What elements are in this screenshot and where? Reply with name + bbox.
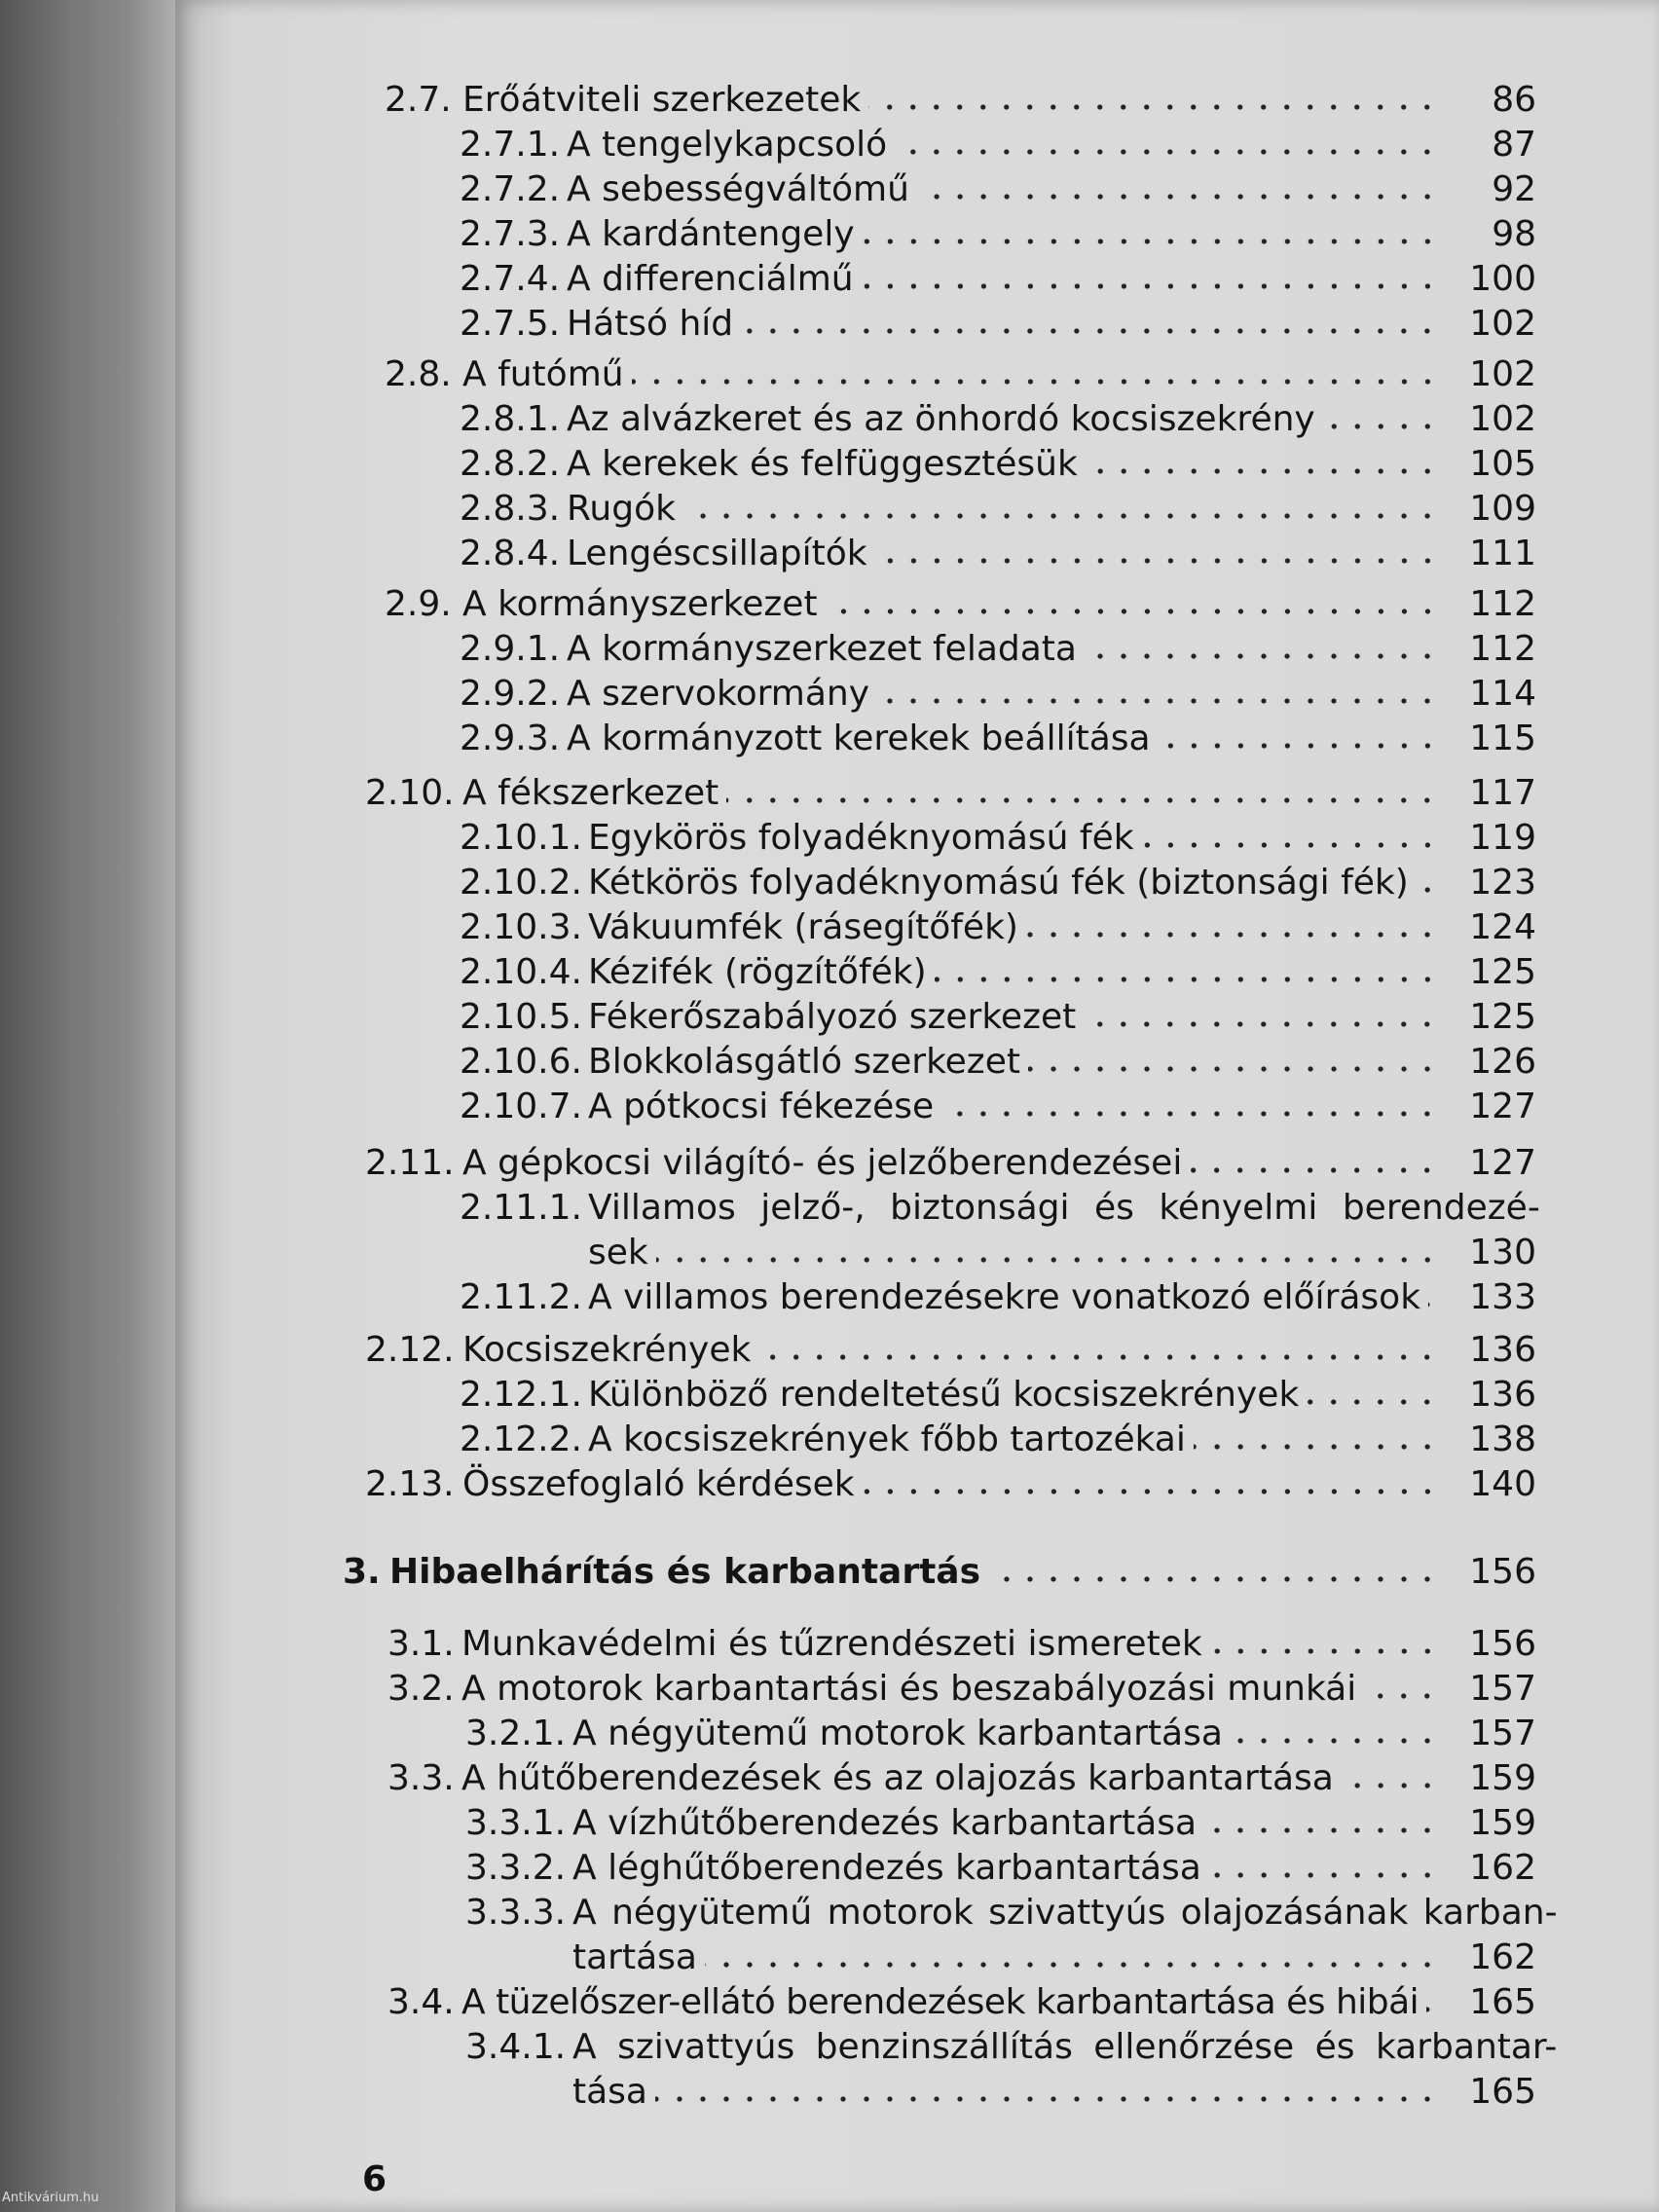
toc-title: A motorok karbantartási és beszabályozási munkái	[461, 1669, 1357, 1709]
toc-number: 3.1.	[387, 1624, 455, 1664]
toc-number: 2.10.5.	[460, 997, 582, 1037]
toc-title: Kézifék (rögzítőfék)	[588, 952, 927, 992]
toc-page: 159	[1469, 1758, 1536, 1798]
toc-number: 2.7.4.	[460, 259, 561, 299]
toc-entry	[387, 1622, 1536, 1667]
dot-leader	[1028, 1063, 1439, 1075]
dot-leader	[683, 510, 1439, 522]
toc-title: Hibaelhárítás és karbantartás	[389, 1552, 981, 1592]
toc-title: Munkavédelmi és tűzrendészeti ismeretek	[461, 1624, 1202, 1664]
dot-leader	[655, 2093, 1439, 2105]
toc-title: A kocsiszekrények főbb tartozékai	[588, 1419, 1186, 1459]
toc-title: A gépkocsi világító- és jelzőberendezései	[462, 1143, 1183, 1183]
toc-number: 2.11.	[365, 1143, 455, 1183]
toc-entry	[365, 771, 1536, 816]
toc-page: 140	[1469, 1464, 1536, 1504]
toc-page: 130	[1469, 1233, 1536, 1272]
toc-number: 2.8.	[385, 354, 452, 394]
toc-page: 117	[1469, 773, 1536, 813]
toc-page: 136	[1469, 1375, 1536, 1415]
toc-entry	[465, 1846, 1536, 1891]
toc-page: 115	[1469, 719, 1536, 758]
dot-leader	[726, 794, 1439, 806]
dot-leader	[988, 1573, 1439, 1585]
toc-entry	[387, 1756, 1536, 1801]
dot-leader	[705, 1959, 1439, 1971]
toc-title-continued: tása	[572, 2072, 647, 2112]
toc-number: 2.10.6.	[460, 1042, 582, 1082]
dot-leader	[877, 695, 1439, 707]
toc-number: 2.10.2.	[460, 863, 582, 903]
toc-page: 87	[1492, 125, 1536, 165]
toc-page: 92	[1492, 169, 1536, 209]
toc-entry	[460, 995, 1536, 1040]
toc-page: 165	[1469, 2072, 1536, 2112]
toc-entry	[460, 257, 1536, 302]
toc-number: 2.12.2.	[460, 1419, 582, 1459]
toc-number: 3.4.	[387, 1982, 455, 2022]
toc-number: 2.9.3.	[460, 719, 561, 758]
dot-leader	[1142, 839, 1439, 851]
toc-page: 157	[1469, 1714, 1536, 1753]
dot-leader	[1323, 421, 1439, 432]
toc-title: A négyütemű motorok karbantartása	[572, 1714, 1223, 1753]
toc-page: 127	[1469, 1087, 1536, 1126]
toc-title: A sebességváltómű	[567, 169, 909, 209]
toc-entry	[460, 442, 1536, 487]
toc-title: A szivattyús benzinszállítás ellenőrzése és karbantar-	[572, 2027, 1558, 2067]
dot-leader	[1085, 650, 1439, 662]
toc-number: 2.8.3.	[460, 489, 561, 529]
toc-number: 2.7.1.	[460, 125, 561, 165]
toc-title: Az alvázkeret és az önhordó kocsiszekrény	[567, 399, 1315, 439]
toc-number: 3.3.	[387, 1758, 455, 1798]
toc-title: A kormányszerkezet feladata	[567, 629, 1077, 669]
toc-entry-first-line	[460, 1186, 1540, 1231]
toc-entry	[460, 950, 1536, 995]
dot-leader	[1210, 1645, 1439, 1657]
toc-page: 119	[1469, 818, 1536, 858]
toc-number: 2.10.3.	[460, 907, 582, 947]
toc-entry	[387, 1667, 1536, 1712]
dot-leader	[1307, 1396, 1439, 1408]
toc-page: 157	[1469, 1669, 1536, 1709]
toc-entry	[460, 167, 1536, 212]
toc-number: 2.8.4.	[460, 534, 561, 573]
toc-number: 3.3.1.	[465, 1803, 567, 1843]
toc-page: 111	[1469, 534, 1536, 573]
toc-number: 2.11.1.	[460, 1188, 582, 1228]
toc-entry	[465, 1712, 1536, 1756]
toc-entry	[460, 212, 1536, 257]
toc-entry	[588, 1231, 1536, 1275]
dot-leader	[895, 146, 1439, 158]
toc-title: A kormányzott kerekek beállítása	[567, 719, 1151, 758]
toc-page: 162	[1469, 1937, 1536, 1977]
toc-number: 2.12.1.	[460, 1375, 582, 1415]
toc-entry	[460, 1040, 1536, 1085]
dot-leader	[1204, 1825, 1439, 1836]
dot-leader	[917, 191, 1439, 203]
toc-entry	[572, 1936, 1536, 1980]
toc-entry	[460, 302, 1536, 347]
toc-page: 124	[1469, 907, 1536, 947]
toc-title: A pótkocsi fékezése	[588, 1087, 935, 1126]
toc-number: 3.3.2.	[465, 1848, 567, 1888]
toc-page: 102	[1469, 399, 1536, 439]
toc-page: 156	[1469, 1552, 1536, 1592]
toc-title: A futómű	[462, 354, 624, 394]
dot-leader	[941, 1108, 1439, 1120]
dot-leader	[1026, 929, 1439, 940]
toc-number: 2.9.1.	[460, 629, 561, 669]
toc-page: 114	[1469, 674, 1536, 714]
toc-page: 100	[1469, 259, 1536, 299]
toc-title: Vákuumfék (rásegítőfék)	[588, 907, 1018, 947]
toc-number: 3.3.3.	[465, 1893, 567, 1933]
toc-title: A kormányszerkezet	[462, 584, 818, 624]
toc-page: 138	[1469, 1419, 1536, 1459]
toc-entry	[460, 1373, 1536, 1418]
toc-entry	[385, 352, 1536, 397]
toc-entry	[460, 397, 1536, 442]
toc-page: 159	[1469, 1803, 1536, 1843]
toc-page: 127	[1469, 1143, 1536, 1183]
dot-leader	[1194, 1441, 1439, 1453]
toc-title: Különböző rendeltetésű kocsiszekrények	[588, 1375, 1300, 1415]
toc-number: 2.7.	[385, 80, 452, 120]
dot-leader	[868, 101, 1439, 113]
dot-leader	[935, 974, 1439, 985]
toc-page: 156	[1469, 1624, 1536, 1664]
page-number: 6	[362, 2159, 387, 2199]
toc-page: 105	[1469, 444, 1536, 484]
dot-leader	[1342, 1780, 1439, 1791]
toc-title: Erőátviteli szerkezetek	[462, 80, 862, 120]
toc-page: 165	[1469, 1982, 1536, 2022]
dot-leader	[1190, 1164, 1439, 1176]
toc-number: 3.2.1.	[465, 1714, 567, 1753]
toc-entry	[460, 1418, 1536, 1462]
toc-title: Egykörös folyadéknyomású fék	[588, 818, 1134, 858]
toc-title: Összefoglaló kérdések	[462, 1464, 855, 1504]
toc-entry	[460, 487, 1536, 532]
toc-number: 2.10.1.	[460, 818, 582, 858]
toc-entry	[365, 1141, 1536, 1186]
toc-title: Fékerőszabályozó szerkezet	[588, 997, 1077, 1037]
toc-chapter-entry	[343, 1550, 1536, 1595]
toc-number: 2.7.5.	[460, 304, 561, 344]
toc-entry	[385, 78, 1536, 123]
toc-title: A fékszerkezet	[462, 773, 719, 813]
toc-page: 86	[1492, 80, 1536, 120]
toc-entry	[385, 582, 1536, 627]
toc-title: A differenciálmű	[567, 259, 854, 299]
toc-title: A léghűtőberendezés karbantartása	[572, 1848, 1201, 1888]
dot-leader	[1084, 1018, 1439, 1030]
toc-page: 112	[1469, 584, 1536, 624]
toc-page: 136	[1469, 1330, 1536, 1370]
toc-title: A négyütemű motorok szivattyús olajozásának karban-	[572, 1893, 1558, 1933]
toc-page: 102	[1469, 304, 1536, 344]
toc-entry-first-line	[465, 1891, 1558, 1936]
watermark: Antikvárium.hu	[2, 2191, 99, 2205]
toc-page: 109	[1469, 489, 1536, 529]
toc-entry	[460, 861, 1536, 905]
toc-number: 2.7.2.	[460, 169, 561, 209]
toc-title: Villamos jelző-, biztonsági és kényelmi berendezé-	[588, 1188, 1540, 1228]
toc-number: 2.10.4.	[460, 952, 582, 992]
toc-page: 162	[1469, 1848, 1536, 1888]
toc-title: A hűtőberendezések és az olajozás karbantartása	[461, 1758, 1334, 1798]
toc-page: 126	[1469, 1042, 1536, 1082]
toc-title: A kerekek és felfüggesztésük	[567, 444, 1078, 484]
toc-entry	[460, 1275, 1536, 1320]
toc-number: 2.9.2.	[460, 674, 561, 714]
dot-leader	[1364, 1690, 1439, 1702]
dot-leader	[741, 325, 1439, 337]
dot-leader	[632, 376, 1439, 387]
toc-title: A tüzelőszer-ellátó berendezések karbantartása és hibái	[461, 1982, 1419, 2022]
toc-number: 3.	[343, 1552, 381, 1592]
toc-entry	[460, 532, 1536, 576]
toc-number: 2.11.2.	[460, 1277, 582, 1317]
toc-entry	[460, 717, 1536, 761]
dot-leader	[758, 1351, 1439, 1363]
toc-entry	[460, 672, 1536, 717]
toc-entry	[460, 123, 1536, 167]
toc-number: 3.2.	[387, 1669, 455, 1709]
toc-page: 125	[1469, 997, 1536, 1037]
toc-title-continued: tartása	[572, 1937, 697, 1977]
dot-leader	[826, 606, 1439, 617]
toc-entry	[365, 1462, 1536, 1507]
toc-number: 2.7.3.	[460, 214, 561, 254]
toc-entry	[460, 1085, 1536, 1129]
toc-title: A vízhűtőberendezés karbantartása	[572, 1803, 1198, 1843]
toc-number: 2.10.7.	[460, 1087, 582, 1126]
dot-leader	[1159, 740, 1439, 752]
toc-number: 2.9.	[385, 584, 452, 624]
toc-entry	[460, 816, 1536, 861]
toc-title: Kétkörös folyadéknyomású fék (biztonsági fék)	[588, 863, 1409, 903]
dot-leader	[862, 280, 1439, 292]
toc-number: 2.10.	[365, 773, 455, 813]
dot-leader	[1426, 2004, 1439, 2015]
dot-leader	[1231, 1735, 1439, 1747]
toc-entry	[460, 905, 1536, 950]
toc-number: 2.8.1.	[460, 399, 561, 439]
dot-leader	[1209, 1869, 1439, 1881]
toc-entry-first-line	[465, 2025, 1558, 2070]
toc-page: 102	[1469, 354, 1536, 394]
toc-number: 3.4.1.	[465, 2027, 567, 2067]
dot-leader	[863, 236, 1439, 247]
toc-entry	[387, 1980, 1536, 2025]
toc-title: A villamos berendezésekre vonatkozó előírások	[588, 1277, 1421, 1317]
dot-leader	[1417, 884, 1439, 896]
toc-title: Blokkolásgátló szerkezet	[588, 1042, 1020, 1082]
toc-page: 98	[1492, 214, 1536, 254]
toc-title: A kardántengely	[567, 214, 855, 254]
toc-title: Rugók	[567, 489, 676, 529]
toc-entry	[465, 1801, 1536, 1846]
toc-title-continued: sek	[588, 1233, 648, 1272]
toc-page: 133	[1469, 1277, 1536, 1317]
toc-number: 2.8.2.	[460, 444, 561, 484]
toc-page: 125	[1469, 952, 1536, 992]
dot-leader	[1086, 465, 1439, 477]
toc-title: Hátsó híd	[567, 304, 734, 344]
dot-leader	[656, 1254, 1439, 1266]
dot-leader	[1428, 1299, 1439, 1310]
toc-entry	[365, 1328, 1536, 1373]
toc-title: Lengéscsillapítók	[567, 534, 867, 573]
dot-leader	[875, 555, 1439, 567]
toc-title: A tengelykapcsoló	[567, 125, 888, 165]
toc-entry	[572, 2070, 1536, 2115]
toc-title: A szervokormány	[567, 674, 870, 714]
toc-page: 123	[1469, 863, 1536, 903]
dot-leader	[863, 1486, 1439, 1497]
toc-number: 2.13.	[365, 1464, 455, 1504]
toc-page: 112	[1469, 629, 1536, 669]
toc-entry	[460, 627, 1536, 672]
toc-title: Kocsiszekrények	[462, 1330, 752, 1370]
toc-number: 2.12.	[365, 1330, 455, 1370]
